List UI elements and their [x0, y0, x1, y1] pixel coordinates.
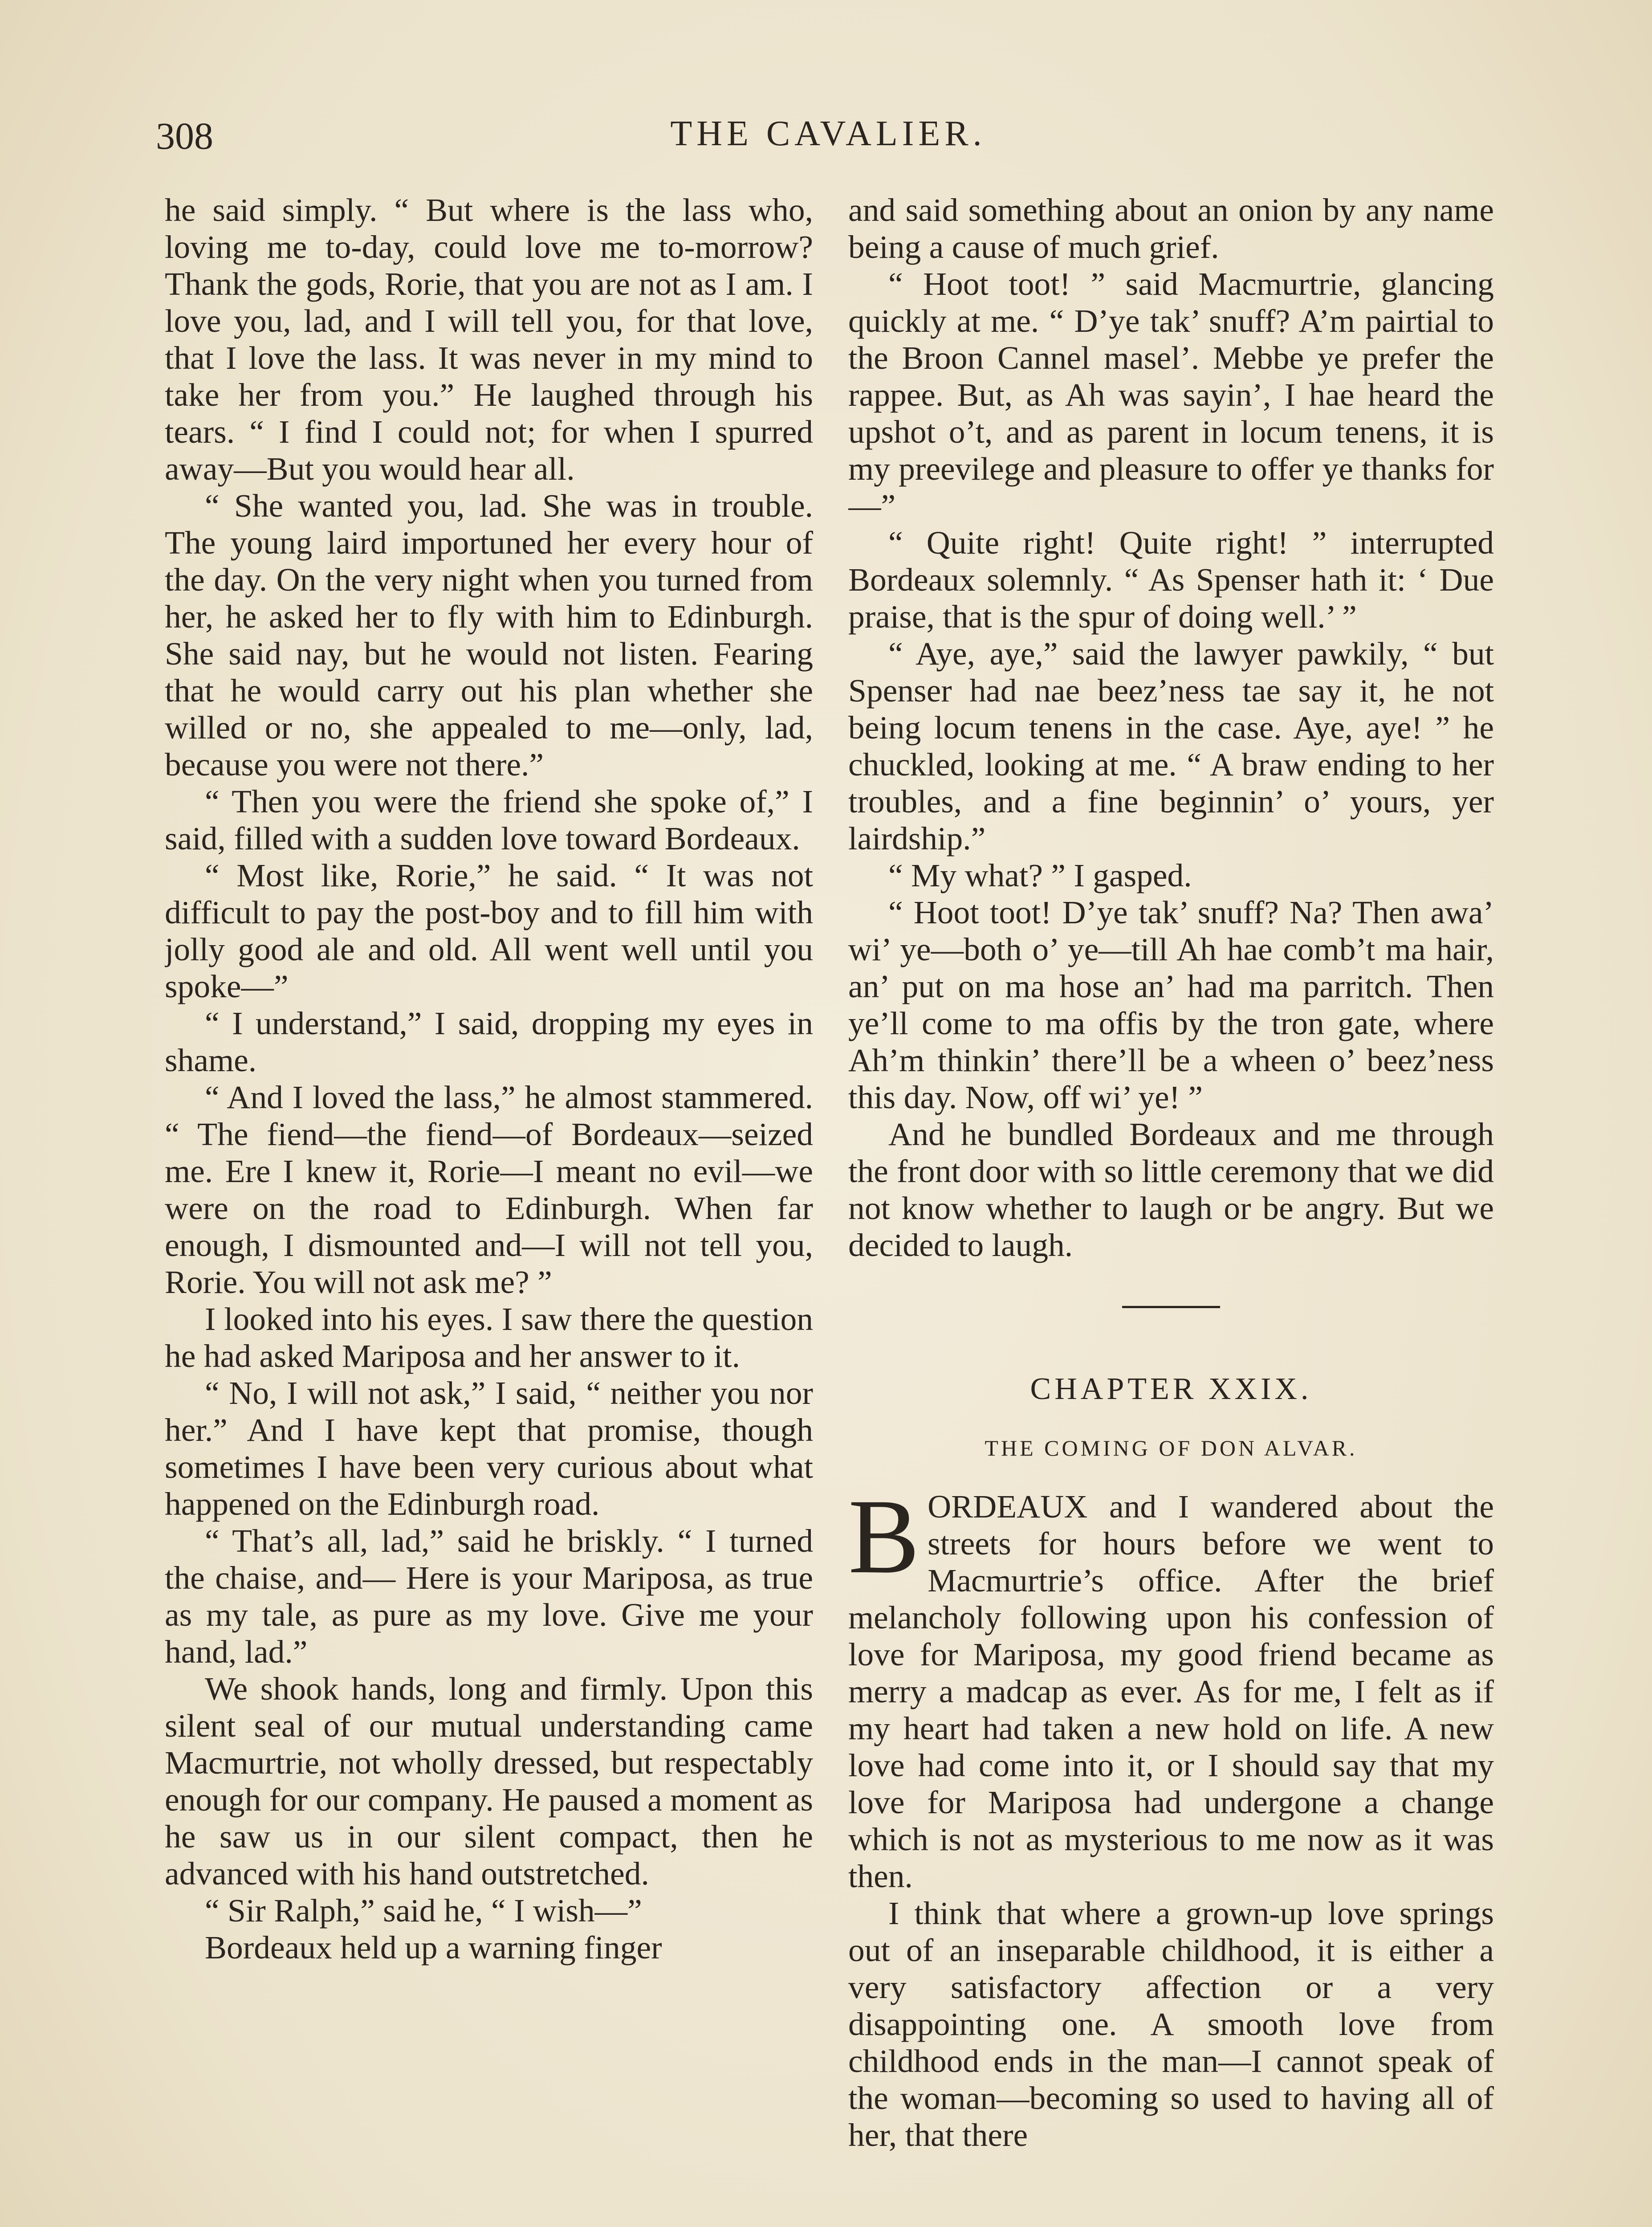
paragraph: Bordeaux held up a warning finger [205, 1929, 662, 1966]
paragraph: he said simply. “ But where is the lass who, loving me to-day, could love me to-morrow? Thank the gods, Rorie, that you are not as I am. I love you, lad, and I will tell you, for that love, that I love the lass. It was never in my mind to take her from you.” He laughed through his tears. “ I find I could not; for when I spurred away—But you would hear all. [165, 192, 813, 487]
paragraph: “ She wanted you, lad. She was in trouble. The young laird importuned her every hour of the day. On the very night when you turned from her, he asked her to fly with him to Edinburgh. She said nay, but he would not listen. Fearing that he would carry out his plan whether she willed or no, she appealed to me—only, lad, because you were not there.” [165, 488, 813, 783]
paragraph: “ And I loved the lass,” he almost stammered. “ The fiend—the fiend—of Bordeaux—seized me. Ere I knew it, Rorie—I meant no evil—we were on the road to Edinburgh. When far enough, I dismounted and—I will not tell you, Rorie. You will not ask me? ” [165, 1079, 813, 1300]
running-title: THE CAVALIER. [670, 114, 986, 153]
left-column [165, 192, 813, 2227]
paragraph: I looked into his eyes. I saw there the question he had asked Mariposa and her answer to it. [165, 1301, 813, 1374]
paragraph: and said something about an onion by any name being a cause of much grief. [848, 192, 1494, 265]
paragraph: “ Sir Ralph,” said he, “ I wish—” [205, 1893, 642, 1929]
paragraph: We shook hands, long and firmly. Upon this silent seal of our mutual understanding came Macmurtrie, not wholly dressed, but respectably enough for our company. He paused a moment as he saw us in our silent compact, then he advanced with his hand outstretched. [165, 1671, 813, 1892]
page-number: 308 [156, 114, 213, 157]
paragraph: “ That’s all, lad,” said he briskly. “ I turned the chaise, and— Here is your Mariposa, as true as my tale, as pure as my love. Give me your hand, lad.” [165, 1523, 813, 1670]
paragraph: “ Hoot toot! D’ye tak’ snuff? Na? Then awa’ wi’ ye—both o’ ye—till Ah hae comb’t ma hair, an’ put on ma hose an’ had ma parritch. Then ye’ll come to ma offis by the tron gate, where Ah’m thinkin’ there’ll be a wheen o’ beez’ness this day. Now, off wi’ ye! ” [848, 894, 1494, 1115]
paragraph: “ My what? ” I gasped. [888, 857, 1192, 893]
page-header [156, 114, 1501, 167]
paragraph: “ Aye, aye,” said the lawyer pawkily, “ but Spenser had nae beez’ness tae say it, he not being locum tenens in the case. Aye, aye! ” he chuckled, looking at me. “ A braw ending to her troubles, and a fine beginnin’ o’ yours, yer lairdship.” [848, 636, 1494, 857]
paragraph: I think that where a grown-up love springs out of an inseparable childhood, it is either a very satisfactory affection or a very disappointing one. A smooth love from childhood ends in the man—I cannot speak of the woman—becoming so used to having all of her, that there [848, 1895, 1494, 2153]
chapter-title: THE COMING OF DON ALVAR. [985, 1436, 1358, 1460]
paragraph: “ Hoot toot! ” said Macmurtrie, glancing quickly at me. “ D’ye tak’ snuff? A’m pairtial to the Broon Cannel masel’. Mebbe ye prefer the rappee. But, as Ah was sayin’, I hae heard the upshot o’t, and as parent in locum tenens, it is my preevilege and pleasure to offer ye thanks for—” [848, 266, 1494, 524]
chapter-opening-paragraph [848, 1477, 1494, 1895]
opening-text: ORDEAUX and I wandered about the streets for hours before we went to Macmurtrie’s office. After the brief melancholy following upon his confession of love for Mariposa, my good friend became as merry a madcap as ever. As for me, I felt as if my heart had taken a new hold on life. A new love had come into it, or I should say that my love for Mariposa had undergone a change which is not as mysterious to me now as it was then. [848, 1489, 1494, 1894]
paragraph: And he bundled Bordeaux and me through the front door with so little ceremony that we did not know whether to laugh or be angry. But we decided to laugh. [848, 1116, 1494, 1263]
chapter-heading: CHAPTER XXIX. [1030, 1372, 1312, 1406]
paragraph: “ Then you were the friend she spoke of,” I said, filled with a sudden love toward Bordeaux. [165, 783, 813, 857]
paragraph: “ Quite right! Quite right! ” interrupted Bordeaux solemnly. “ As Spenser hath it: ‘ Due praise, that is the spur of doing well.’ ” [848, 525, 1494, 635]
drop-cap: B [848, 1477, 920, 1595]
section-divider [1122, 1306, 1220, 1308]
paragraph: “ I understand,” I said, dropping my eyes in shame. [165, 1005, 813, 1078]
paragraph: “ Most like, Rorie,” he said. “ It was not difficult to pay the post-boy and to fill him with jolly good ale and old. All went well until you spoke—” [165, 857, 813, 1004]
right-column [848, 192, 1494, 2227]
paragraph: “ No, I will not ask,” I said, “ neither you nor her.” And I have kept that promise, though sometimes I have been very curious about what happened on the Edinburgh road. [165, 1375, 813, 1522]
